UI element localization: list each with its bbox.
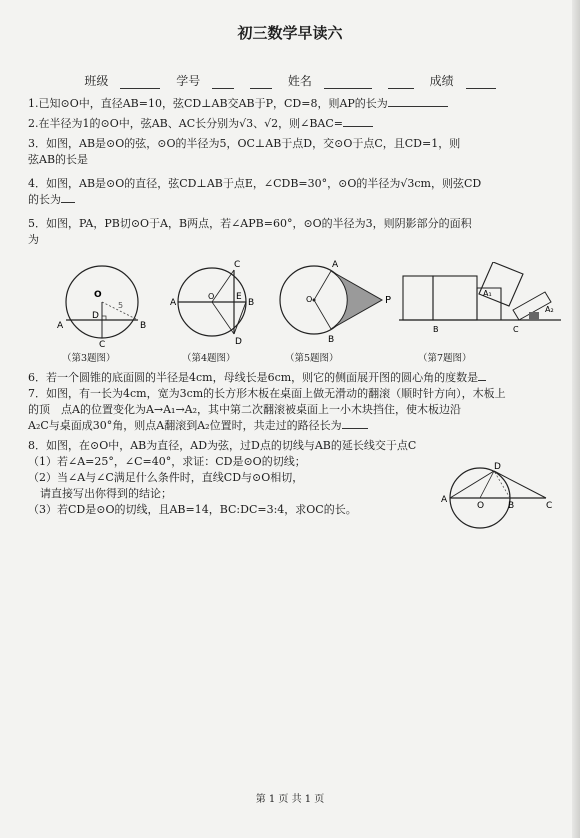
extra-blank[interactable] [388, 88, 414, 89]
score-label: 成绩 [429, 74, 454, 88]
fig8-label-d: D [494, 462, 501, 472]
fig3-label-r: 5 [118, 301, 124, 310]
fig5-oa [314, 271, 331, 300]
fig5-label-p: P [385, 295, 392, 306]
student-id-label: 学号 [176, 74, 201, 88]
question-4-text-2: 的长为 [28, 193, 61, 206]
caption-fig4: （第4题图） [182, 353, 236, 364]
question-6 [28, 370, 558, 386]
question-1 [28, 96, 558, 112]
question-5-text: 5．如图，PA，PB切⊙O于A，B两点，若∠APB=60°，⊙O的半径为3，则阴影部分的面积 [28, 217, 472, 230]
question-7-text-2: 的顶 点A的位置变化为A→A₁→A₂，其中第二次翻滚被桌面上一小木块挡住，使木板边沿 [28, 403, 462, 416]
fig7-label-c: C [513, 325, 519, 334]
student-id-blank-2[interactable] [250, 88, 272, 89]
fig7-board-2 [433, 276, 477, 320]
fig7-board-1 [403, 276, 433, 320]
fig5-shaded-region [331, 271, 382, 329]
fig3-label-c: C [99, 340, 106, 347]
figure-5 [270, 258, 398, 348]
fig4-label-c: C [234, 260, 241, 270]
answer-blank-6[interactable] [478, 380, 486, 381]
fig4-label-o: O [208, 292, 215, 301]
fig3-label-a: A [57, 321, 64, 331]
fig3-right-angle [102, 316, 106, 320]
fig7-block [529, 312, 539, 320]
answer-blank-7[interactable] [342, 428, 368, 429]
question-8-part-2b: 请直接写出你得到的结论； [40, 487, 172, 500]
fig4-label-b: B [248, 298, 255, 308]
question-3-text-2: 弦AB的长是 [28, 153, 89, 166]
question-7-text-3: A₂C与桌面成30°角，则点A翻滚到A₂位置时，共走过的路径长为 [28, 419, 342, 432]
answer-blank-4[interactable] [61, 202, 75, 203]
fig8-tangent-dc [494, 471, 546, 498]
name-blank[interactable] [324, 88, 372, 89]
question-6-text: 6．若一个圆锥的底面圆的半径是4cm，母线长是6cm，则它的侧面展开图的圆心角的度数是 [28, 371, 479, 384]
fig3-label-d: D [92, 311, 99, 321]
question-3-text: 3．如图，AB是⊙O的弦，⊙O的半径为5，OC⊥AB于点D，交⊙O于点C，且CD=1，则 [28, 137, 461, 150]
fig3-label-b: B [140, 321, 147, 331]
fig7-label-b: B [433, 325, 439, 334]
fig8-label-b: B [508, 501, 515, 511]
question-4 [28, 176, 558, 208]
page-footer: 第 1 页 共 1 页 [255, 794, 325, 805]
caption-fig7: （第7题图） [418, 353, 472, 364]
fig5-ob [314, 300, 331, 329]
question-7-text: 7．如图，有一长为4cm，宽为3cm的长方形木板在桌面上做无滑动的翻滚（顺时针方向），木板上 [28, 387, 506, 400]
fig8-label-a: A [441, 495, 448, 505]
fig4-od [212, 302, 234, 334]
fig7-label-a1: A₁ [483, 289, 492, 298]
question-8-part-1: （1）若∠A=25°，∠C=40°，求证：CD是⊙O的切线； [28, 455, 306, 468]
name-label: 姓名 [287, 74, 312, 88]
class-label: 班级 [84, 74, 109, 88]
answer-blank-1[interactable] [388, 106, 448, 107]
fig5-label-b: B [328, 335, 335, 345]
question-7 [28, 386, 558, 434]
student-info-row [0, 72, 580, 89]
fig7-label-a2: A₂ [545, 305, 554, 314]
figure-8 [428, 462, 558, 532]
fig5-label-o: O [306, 295, 313, 304]
page-title: 初三数学早读六 [237, 24, 343, 42]
fig4-oc [212, 270, 234, 302]
question-8-part-2: （2）当∠A与∠C满足什么条件时，直线CD与⊙O相切， [28, 471, 304, 484]
class-blank[interactable] [120, 88, 160, 89]
question-8-part-3: （3）若CD是⊙O的切线，且AB=14，BC:DC=3:4，求OC的长。 [28, 503, 357, 516]
scan-edge-shadow [572, 0, 580, 838]
answer-blank-2[interactable] [343, 126, 373, 127]
question-8-text: 8．如图，在⊙O中，AB为直径，AD为弦，过D点的切线与AB的延长线交于点C [28, 439, 417, 452]
figure-7 [395, 262, 563, 340]
question-3 [28, 136, 558, 168]
question-5-text-2: 为 [28, 233, 39, 246]
fig8-label-c: C [546, 501, 553, 511]
fig5-center-dot [313, 299, 316, 302]
caption-fig5: （第5题图） [285, 353, 339, 364]
question-1-text: 1.已知⊙O中，直径AB=10，弦CD⊥AB交AB于P，CD=8，则AP的长为 [28, 97, 388, 110]
caption-fig3: （第3题图） [62, 353, 116, 364]
question-2 [28, 116, 558, 132]
fig4-label-e: E [236, 292, 242, 302]
fig8-label-o: O [477, 501, 485, 511]
student-id-blank[interactable] [212, 88, 234, 89]
fig5-label-a: A [332, 260, 339, 270]
question-2-text: 2.在半径为1的⊙O中，弦AB、AC长分别为√3、√2，则∠BAC= [28, 117, 344, 130]
question-4-text: 4．如图，AB是⊙O的直径，弦CD⊥AB于点E，∠CDB=30°，⊙O的半径为√3cm，则弦CD [28, 177, 482, 190]
fig3-label-o: O [94, 290, 102, 300]
figure-3 [52, 262, 152, 347]
score-blank[interactable] [466, 88, 496, 89]
fig4-label-a: A [170, 298, 177, 308]
figure-4 [170, 258, 258, 346]
fig4-label-d: D [235, 337, 242, 346]
fig4-db [234, 302, 246, 334]
question-5 [28, 216, 558, 248]
